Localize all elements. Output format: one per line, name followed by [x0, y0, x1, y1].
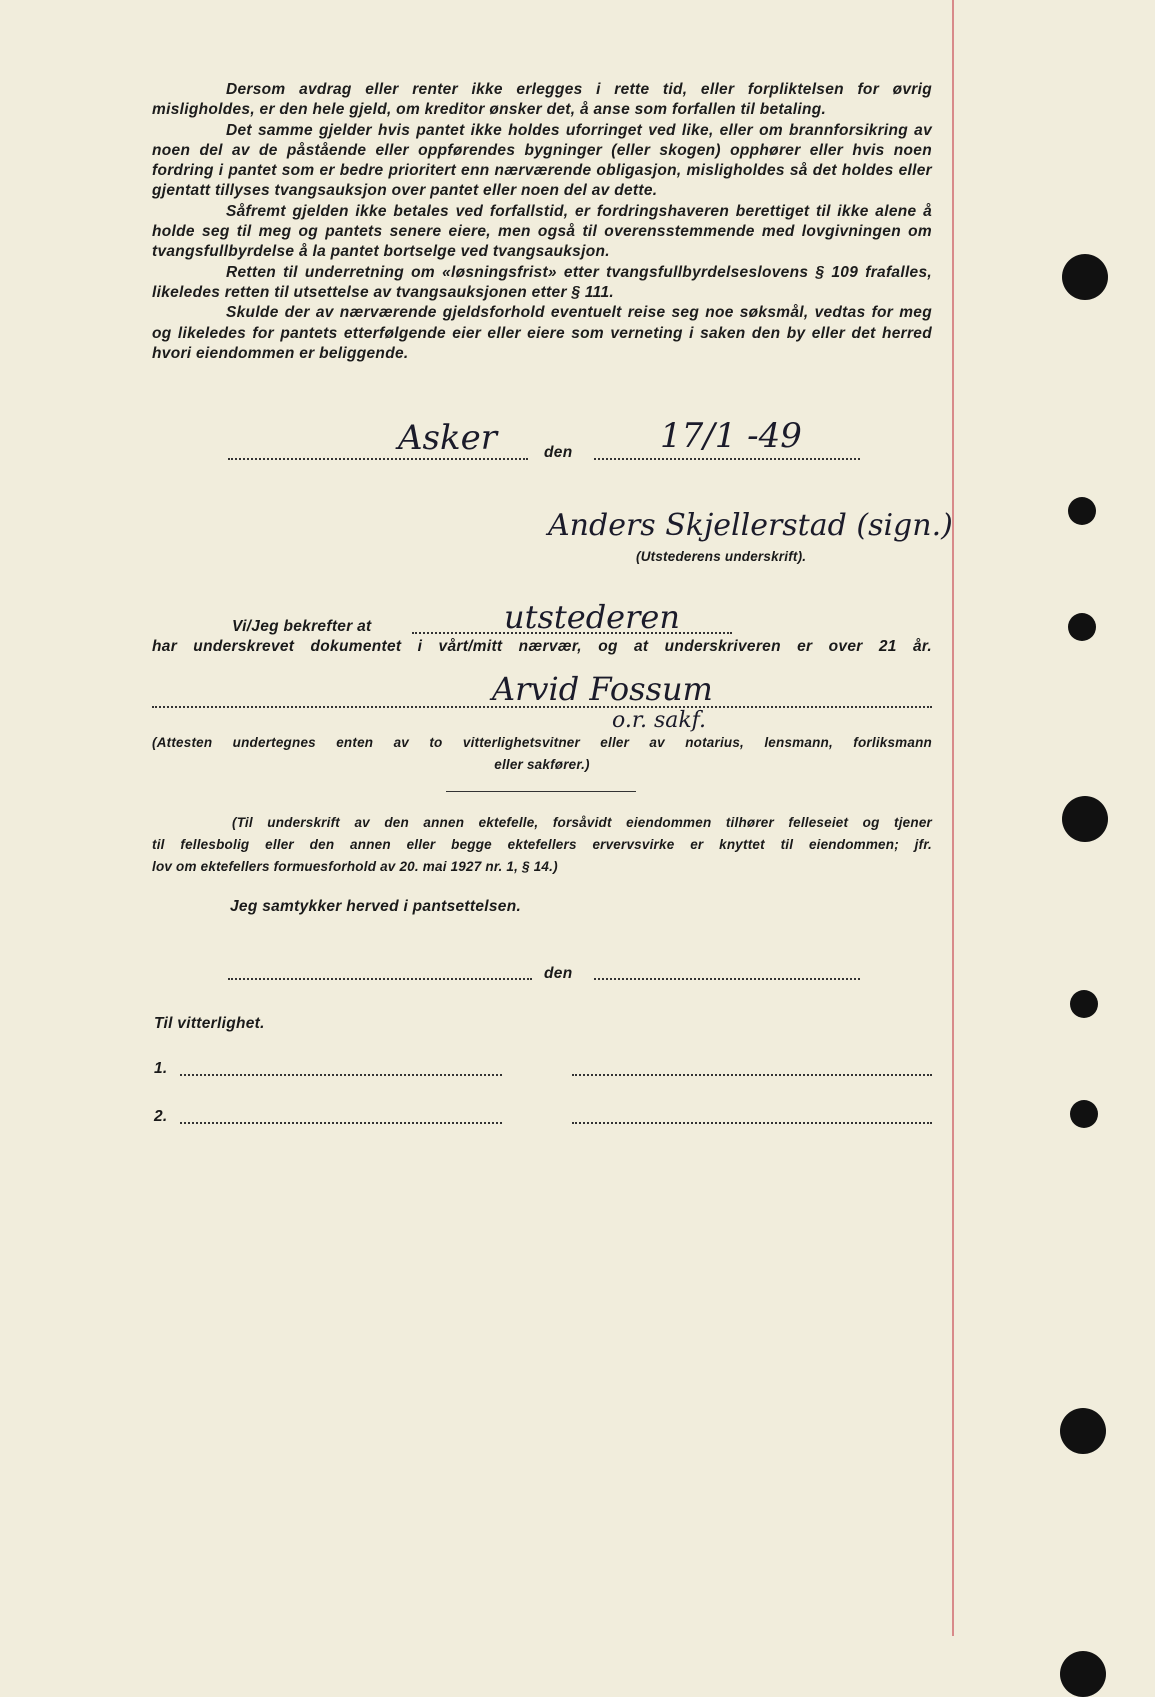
attestation-line2-right — [572, 1122, 932, 1124]
punch-hole-5 — [1070, 990, 1098, 1018]
place-handwritten: Asker — [398, 418, 497, 458]
attestation-line1-label: 1. — [154, 1060, 168, 1077]
punch-hole-7 — [1060, 1651, 1106, 1697]
confirm-label: Vi/Jeg bekrefter at — [232, 618, 372, 635]
spouse-note-1: (Til underskrift av den annen ektefelle, forsåvidt eiendommen tilhører felleseiet og tjener — [232, 815, 932, 830]
spouse-note-2: til fellesbolig eller den annen eller begge ektefellers ervervsvirke er knyttet til eiendommen; jfr. — [152, 837, 932, 852]
paragraph-insurance: Det samme gjelder hvis pantet ikke holdes uforringet ved like, eller om brannforsikring av noen del av de påstående eller oppførendes bygninger (eller skogen) opphører eller hvis noen fordring i pantet som er bedre prioritert enn nærværende obligasjon, misligholdes så det holdes eller gjentatt tillyses tvangsauksjon over pantet eller noen del av dette. — [152, 121, 932, 200]
paragraph-notice: Retten til underretning om «løsningsfrist» etter tvangsfullbyrdelseslovens § 109 frafalles, likeledes retten til utsettelse av tvangsauksjonen etter § 111. — [152, 263, 932, 301]
attestation-line2-label: 2. — [154, 1108, 168, 1125]
issuer-signature: Anders Skjellerstad (sign.) — [548, 508, 953, 543]
punch-hole-2 — [1068, 497, 1096, 525]
punch-hole-3 — [1068, 613, 1096, 641]
den-label: den — [544, 444, 573, 461]
paragraph-enforcement: Såfremt gjelden ikke betales ved forfallstid, er fordringshaveren berettiget til ikke alene å holde seg til meg og pantets senere eiere, men også til overensstemmende med lovgivningen om tvangsfullbyrdelse å la pantet bortselge ved tvangsauksjon. — [152, 202, 932, 261]
witness-title: o.r. sakf. — [612, 708, 707, 733]
place-line — [228, 458, 528, 460]
date-handwritten: 17/1 -49 — [660, 416, 802, 456]
spouse-note-3: lov om ektefellers formuesforhold av 20. mai 1927 nr. 1, § 14.) — [152, 859, 558, 874]
spouse-place-line — [228, 978, 532, 980]
margin-line — [952, 0, 954, 1636]
date-line — [594, 458, 860, 460]
terms-text — [152, 80, 932, 364]
attestation-title: Til vitterlighet. — [154, 1015, 265, 1032]
punch-hole-6 — [1070, 1100, 1098, 1128]
punch-hole-7b — [1060, 1408, 1106, 1454]
confirm-rest: har underskrevet dokumentet i vårt/mitt nærvær, og at underskriveren er over 21 år. — [152, 638, 932, 655]
issuer-signature-caption: (Utstederens underskrift). — [636, 549, 807, 564]
punch-hole-1 — [1062, 254, 1108, 300]
spouse-date-line — [594, 978, 860, 980]
paragraph-venue: Skulde der av nærværende gjeldsforhold eventuelt reise seg noe søksmål, vedtas for meg og likeledes for pantets etterfølgende eier eller eiere som verneting i saken den by eller det herred hvori eiendommen er beliggende. — [152, 304, 932, 362]
witness-note-1: (Attesten undertegnes enten av to vitterlighetsvitner eller av notarius, lensmann, forliksmann — [152, 735, 932, 750]
spouse-den-label: den — [544, 965, 573, 982]
consent-text: Jeg samtykker herved i pantsettelsen. — [230, 898, 522, 915]
witness-note-2: eller sakfører.) — [494, 757, 590, 772]
paragraph-default: Dersom avdrag eller renter ikke erlegges i rette tid, eller forpliktelsen for øvrig misligholdes, er den hele gjeld, om kreditor ønsker det, å anse som forfallen til betaling. — [152, 81, 932, 119]
attestation-line1-left — [180, 1074, 502, 1076]
attestation-line1-right — [572, 1074, 932, 1076]
attestation-line2-left — [180, 1122, 502, 1124]
punch-hole-4 — [1062, 796, 1108, 842]
section-divider — [446, 791, 636, 792]
confirm-handwritten: utstederen — [504, 598, 680, 636]
witness-signature: Arvid Fossum — [492, 670, 713, 708]
